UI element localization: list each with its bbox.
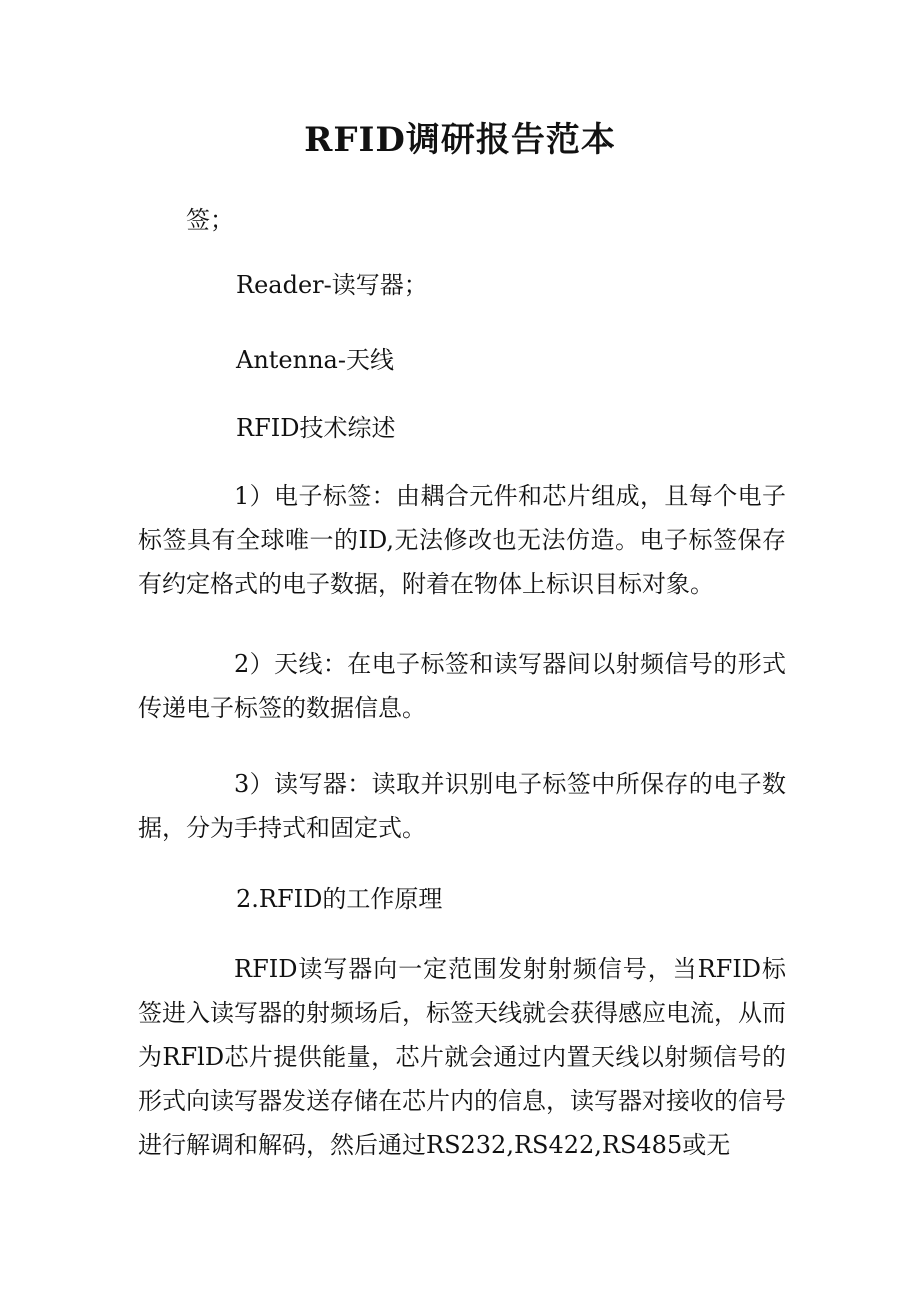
paragraph-antenna: 2）天线：在电子标签和读写器间以射频信号的形式传递电子标签的数据信息。	[138, 650, 786, 722]
text-line-antenna: Antenna-天线	[236, 346, 394, 374]
section-heading-rfid-overview: RFID技术综述	[236, 414, 396, 442]
text-line-1: 签；	[186, 206, 234, 234]
text-line-reader: Reader-读写器；	[236, 271, 428, 299]
document-title: RFID调研报告范本	[304, 120, 616, 160]
paragraph-electronic-tag: 1）电子标签：由耦合元件和芯片组成，且每个电子标签具有全球唯一的ID,无法修改也无法仿造。电子标签保存有约定格式的电子数据，附着在物体上标识目标对象。	[138, 482, 786, 598]
section-heading-working-principle: 2.RFID的工作原理	[236, 885, 443, 913]
paragraph-working-principle: RFID读写器向一定范围发射射频信号，当RFID标签进入读写器的射频场后，标签天线就会获得感应电流，从而为RFlD芯片提供能量，芯片就会通过内置天线以射频信号的形式向读写器发送存储在芯片内的信息，读写器对接收的信号进行解调和解码，然后通过RS232,RS422,RS485或无	[138, 955, 786, 1159]
paragraph-reader: 3）读写器：读取并识别电子标签中所保存的电子数据，分为手持式和固定式。	[138, 770, 786, 842]
